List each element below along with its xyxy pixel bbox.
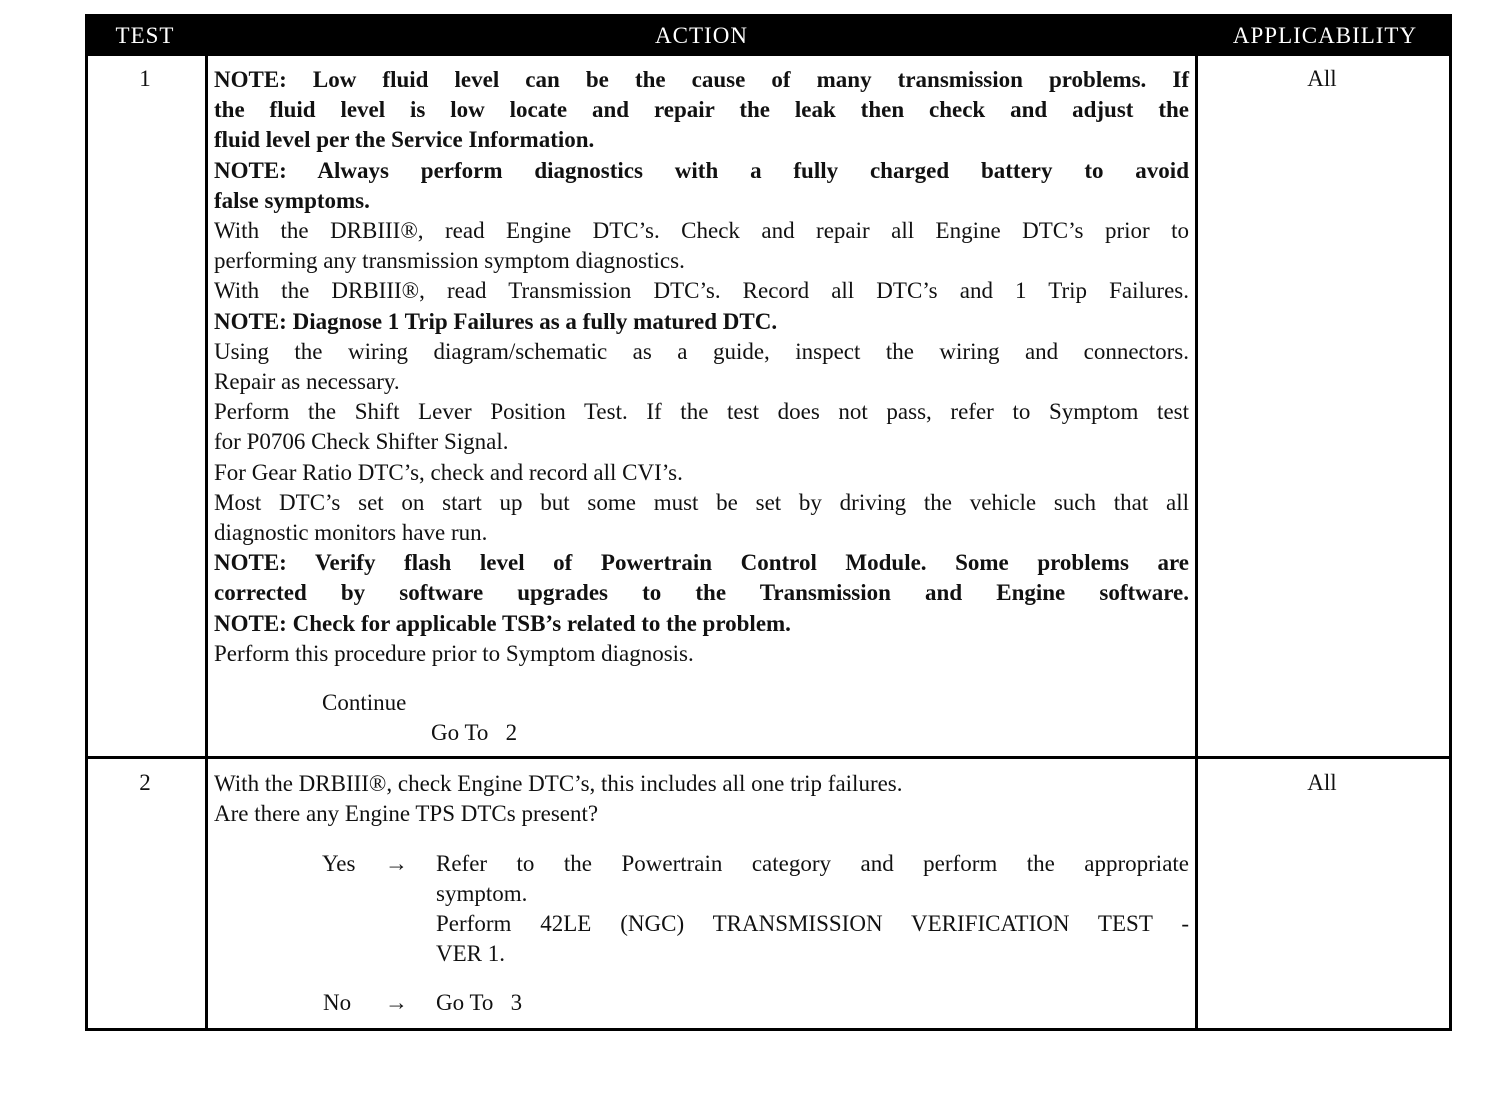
header-test: TEST (115, 23, 175, 48)
instruction-line: Perform this procedure prior to Symptom diagnosis. (214, 640, 694, 666)
note-line: corrected by software upgrades to the Transmission and Engine software. (214, 580, 1189, 606)
no-label: No (323, 990, 352, 1015)
note-line: the fluid level is low locate and repair the leak then check and adjust the (214, 97, 1189, 123)
instruction-line: Using the wiring diagram/schematic as a guide, inspect the wiring and connectors. (214, 338, 1189, 364)
column-divider (205, 56, 208, 1031)
header-action: ACTION (655, 23, 748, 48)
action-text (214, 65, 1189, 669)
instruction-line: Most DTC’s set on start up but some must be set by driving the vehicle such that all (214, 489, 1189, 515)
instruction-line: Repair as necessary. (214, 369, 400, 395)
note-line: NOTE: Check for applicable TSB’s related to the problem. (214, 610, 791, 636)
question-line: Are there any Engine TPS DTCs present? (214, 801, 599, 827)
note-line: false symptoms. (214, 187, 370, 213)
table-header (85, 14, 1452, 56)
result-line: Perform 42LE (NGC) TRANSMISSION VERIFICATION TEST - (436, 911, 1189, 936)
header-applicability: APPLICABILITY (1232, 23, 1418, 48)
note-line: NOTE: Diagnose 1 Trip Failures as a fully matured DTC. (214, 308, 778, 334)
result-line: symptom. (436, 881, 528, 906)
goto-link[interactable]: Go To 2 (431, 720, 518, 745)
note-line: NOTE: Verify flash level of Powertrain Control Module. Some problems are (214, 550, 1189, 576)
right-arrow-icon: → (385, 851, 408, 876)
continue-label: Continue (322, 690, 407, 715)
test-number: 1 (139, 66, 151, 91)
right-arrow-icon: → (385, 990, 408, 1015)
note-line: NOTE: Always perform diagnostics with a fully charged battery to avoid (214, 157, 1189, 183)
instruction-line: For Gear Ratio DTC’s, check and record all CVI’s. (214, 459, 683, 485)
action-text (214, 769, 1189, 829)
column-divider (1195, 56, 1198, 1031)
applicability-value: All (1307, 770, 1337, 795)
instruction-line: for P0706 Check Shifter Signal. (214, 429, 509, 455)
instruction-line: diagnostic monitors have run. (214, 520, 488, 546)
instruction-line: performing any transmission symptom diagnostics. (214, 248, 685, 274)
note-line: NOTE: Low fluid level can be the cause of many transmission problems. If (214, 67, 1189, 92)
row-divider (85, 756, 1452, 759)
instruction-line: With the DRBIII®, check Engine DTC’s, this includes all one trip failures. (214, 771, 903, 796)
instruction-line: With the DRBIII®, read Transmission DTC’s. Record all DTC’s and 1 Trip Failures. (214, 278, 1189, 304)
instruction-line: Perform the Shift Lever Position Test. If the test does not pass, refer to Symptom test (214, 399, 1189, 425)
test-number: 2 (139, 770, 151, 795)
note-line: fluid level per the Service Information. (214, 127, 595, 153)
yes-result (436, 849, 1189, 969)
instruction-line: With the DRBIII®, read Engine DTC’s. Check and repair all Engine DTC’s prior to (214, 218, 1189, 244)
result-line: Refer to the Powertrain category and perform the appropriate (436, 851, 1189, 876)
diagnostic-table (85, 14, 1452, 1031)
yes-label: Yes (322, 851, 356, 876)
result-line: VER 1. (436, 941, 505, 966)
applicability-value: All (1307, 66, 1337, 91)
goto-link[interactable]: Go To 3 (436, 990, 523, 1015)
